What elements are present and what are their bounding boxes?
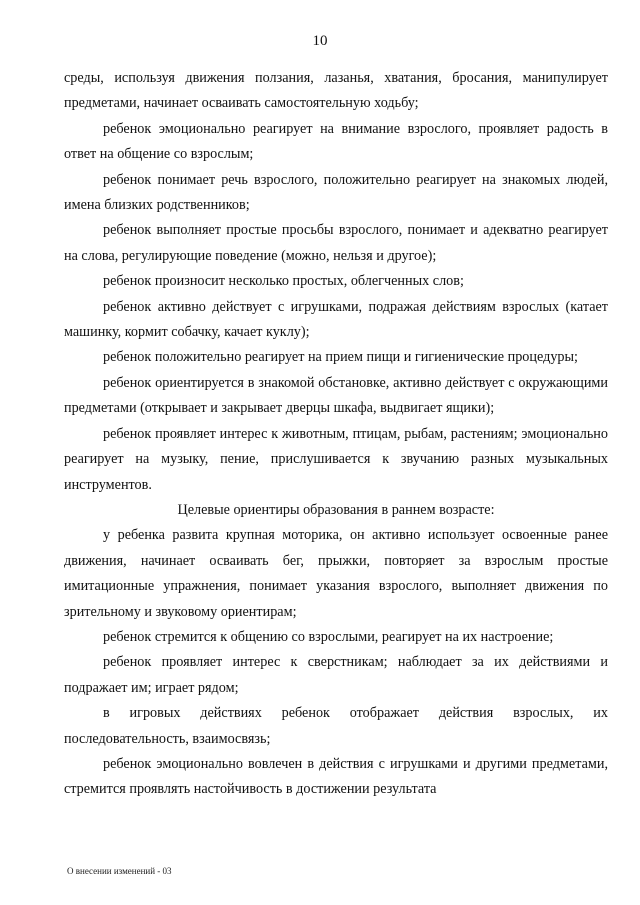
paragraph: ребенок проявляет интерес к сверстникам; наблюдает за их действиями и подражает им; играет рядом; [64,654,608,696]
paragraph: ребенок положительно реагирует на прием пищи и гигиенические процедуры; [103,349,578,366]
paragraph: ребенок активно действует с игрушками, подражая действиям взрослых (катает машинку, кормит собачку, качает куклу); [64,298,608,341]
paragraph: у ребенка развита крупная моторика, он активно использует освоенные ранее движения, начинает осваивать бег, прыжки, повторяет за взрослым простые имитационные упражнения, понимает указания взрослого, выполняет движения по зрительному и звуковому ориентирам; [64,527,608,620]
paragraph: ребенок эмоционально вовлечен в действия с игрушками и другими предметами, стремится проявлять настойчивость в достижении результата [64,755,608,798]
paragraph: ребенок понимает речь взрослого, положительно реагирует на знакомых людей, имена близких родственников; [64,171,608,214]
paragraph: ребенок проявляет интерес к животным, птицам, рыбам, растениям; эмоционально реагирует на музыку, пение, прислушивается к звучанию разных музыкальных инструментов. [64,425,608,493]
page-number: 10 [312,33,328,49]
paragraph: ребенок ориентируется в знакомой обстановке, активно действует с окружающими предметами (открывает и закрывает дверцы шкафа, выдвигает ящики); [64,374,608,417]
paragraph: ребенок произносит несколько простых, облегченных слов; [103,273,464,290]
paragraph-continuation: среды, используя движения ползания, лазанья, хватания, бросания, манипулирует предметами, начинает осваивать самостоятельную ходьбу; [64,70,608,112]
paragraph: ребенок выполняет простые просьбы взрослого, понимает и адекватно реагирует на слова, регулирующие поведение (можно, нельзя и другое); [64,222,608,264]
paragraph: ребенок эмоционально реагирует на внимание взрослого, проявляет радость в ответ на общение со взрослым; [64,120,608,163]
paragraph: в игровых действиях ребенок отображает действия взрослых, их последовательность, взаимосвязь; [64,705,608,747]
footer-note: О внесении изменений - 03 [67,866,172,876]
document-body [64,66,608,803]
section-heading: Целевые ориентиры образования в раннем возрасте: [177,501,495,518]
paragraph: ребенок стремится к общению со взрослыми, реагирует на их настроение; [103,628,554,645]
